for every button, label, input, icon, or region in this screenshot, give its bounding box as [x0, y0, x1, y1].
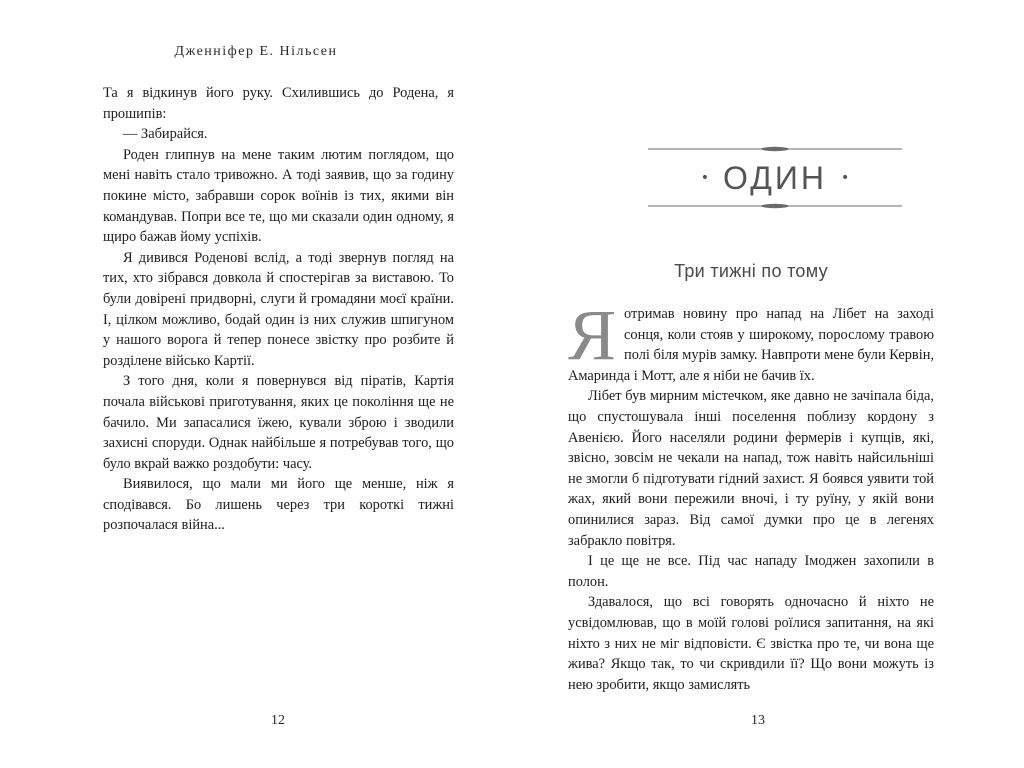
paragraph: Роден глипнув на мене таким лютим поглядом, що мені навіть стало тривожно. А тоді заявив, що за годину покине місто, забравши сорок воїнів із тих, якими він командував. Попри все те, що ми сказали один одному, я щиро бажав йому успіхів. [103, 146, 454, 246]
paragraph: Та я відкинув його руку. Схилившись до Родена, я прошипів: [103, 85, 454, 122]
paragraph: Лібет був мирним містечком, яке давно не зачіпала біда, що спустошувала інші поселення поблизу кордону з Авенією. Його населяли родини фермерів і купців, які, звісно, зовсім не чекали на напад, тож навіть найсильніші не змогли б підготувати гідний захист. Я боявся уявити той жах, який вони пережили вночі, і ту руїну, у якій вони опинилися зараз. Від самої думки про це в легенях забракло повітря. [568, 388, 934, 549]
opening-paragraph-text: отримав новину про напад на Лібет на заході сонця, коли стояв у широкому, порослому травою полі біля мурів замку. Навпроти мене були Кервін, Амаринда і Мотт, але я ніби не бачив їх. [568, 306, 934, 384]
left-page-text [103, 83, 454, 536]
paragraph: І це ще не все. Під час нападу Імоджен захопили в полон. [568, 553, 934, 590]
ornamental-rule-top [648, 146, 902, 150]
chapter-heading [648, 140, 902, 212]
paragraph: З того дня, коли я повернувся від піратів, Картія почала військові приготування, яких це покоління ще не бачило. Ми запасалися їжею, кували зброю і зводили захисні споруди. Однак найбільше я потребував того, що було вкрай важко роздобути: часу. [103, 373, 454, 472]
paragraph: Я дивився Роденові вслід, а тоді звернув погляд на тих, хто зібрався довкола й спостерігав за виставою. То були довірені придворні, слуги й громадяни моєї країни. І, цілком можливо, бодай один із них служив шпигуном у нашого ворога й тепер понесе звістку про розбите й розділене військо Картії. [103, 249, 454, 369]
chapter-title-row [648, 158, 902, 198]
right-page-text [568, 295, 934, 695]
paragraph: Виявилося, що мали ми його ще менше, ніж я сподівався. Бо лишень через три короткі тижні розпочалася війна... [103, 476, 454, 534]
page-number-right: 13 [751, 713, 765, 728]
chapter-subtitle: Три тижні по тому [674, 261, 828, 281]
chapter-title: ОДИН [723, 159, 827, 196]
opening-paragraph [568, 295, 934, 386]
bullet-ornament: • [700, 170, 710, 186]
running-head-author: Дженніфер Е. Нільсен [174, 44, 338, 59]
drop-cap: Я [568, 295, 617, 375]
bullet-ornament: • [840, 170, 850, 186]
paragraph: Здавалося, що всі говорять одночасно й ніхто не усвідомлював, що в моїй голові роїлися запитання, на які ніхто з них не міг відповісти. Є звістка про те, чи вона ще жива? Якщо так, то чи скривдили її? Що вони можуть із нею зробити, якщо замислять [568, 594, 934, 693]
page-number-left: 12 [271, 713, 285, 728]
ornamental-rule-bottom [648, 203, 902, 207]
right-page [512, 0, 1024, 768]
paragraph: — Забирайся. [123, 126, 208, 143]
